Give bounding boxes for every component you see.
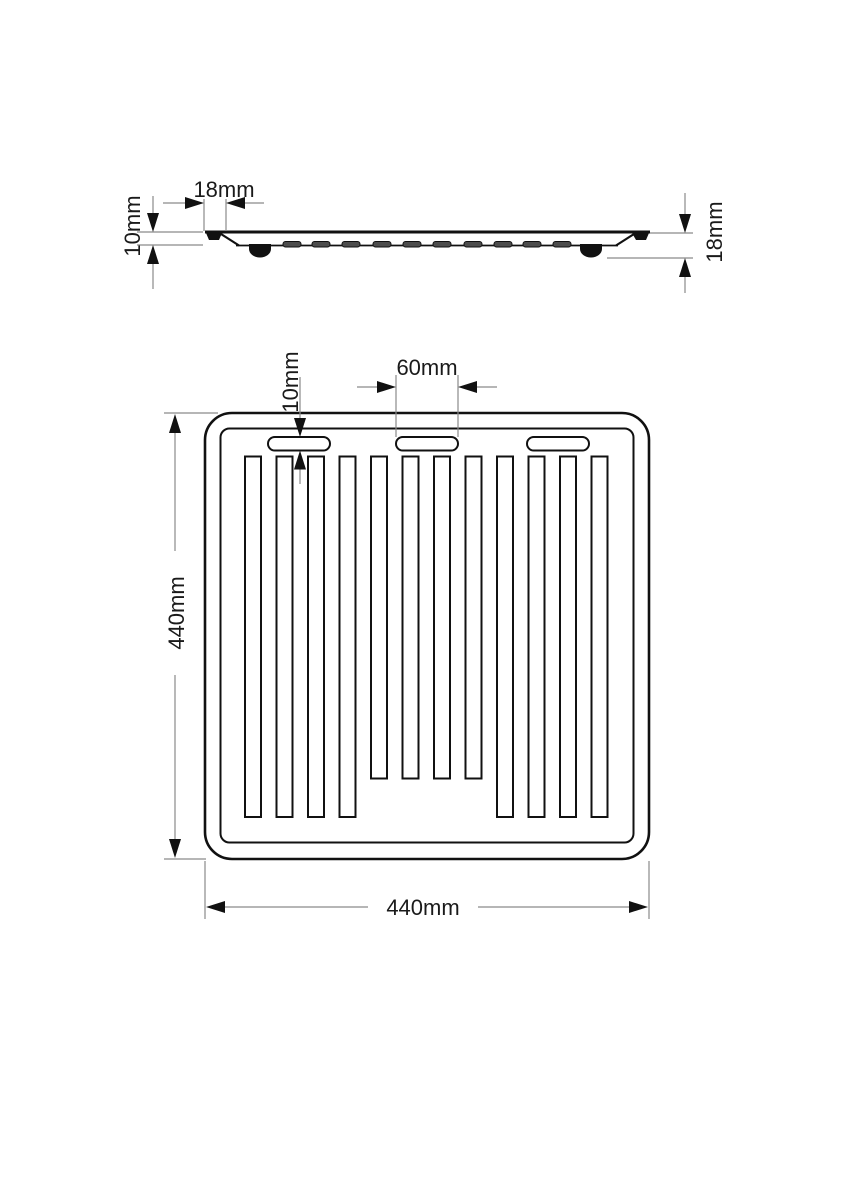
grill-slot — [466, 457, 482, 779]
arrowhead-up-icon — [679, 258, 691, 277]
overall-height-label: 440mm — [164, 576, 189, 650]
grill-slot — [403, 457, 419, 779]
handle-slot-height-label: 10mm — [278, 351, 303, 413]
grill-slot — [592, 457, 608, 818]
right-foot — [580, 244, 602, 258]
plan-view — [164, 351, 649, 920]
slot-edge-dash — [312, 242, 330, 248]
dim-overall-width-plan — [205, 861, 649, 920]
handle-slot-middle — [396, 437, 458, 451]
grill-slot — [560, 457, 576, 818]
arrowhead-down-icon — [169, 839, 181, 858]
arrowhead-up-icon — [169, 414, 181, 433]
grill-slot — [340, 457, 356, 818]
dim-handle-slot-width — [357, 355, 497, 437]
arrowhead-left-icon — [458, 381, 477, 393]
left-flange — [206, 233, 222, 240]
arrowhead-down-icon — [679, 214, 691, 233]
dim-flange-width — [163, 177, 264, 231]
left-slope-edge — [221, 234, 239, 246]
slot-edge-dash — [433, 242, 451, 248]
slot-edge-dash — [283, 242, 301, 248]
arrowhead-right-icon — [629, 901, 648, 913]
grill-slot — [497, 457, 513, 818]
grill-slot — [308, 457, 324, 818]
grill-slot — [529, 457, 545, 818]
arrowhead-right-icon — [377, 381, 396, 393]
grill-slot — [277, 457, 293, 818]
slot-edge-dash — [553, 242, 571, 248]
dim-thickness — [120, 195, 203, 289]
handle-slot-left — [268, 437, 330, 451]
side-view — [120, 177, 727, 293]
dim-overall-height-plan — [164, 413, 218, 859]
overall-width-label: 440mm — [386, 895, 460, 920]
flange-width-label: 18mm — [193, 177, 255, 202]
slot-edge-dash — [373, 242, 391, 248]
left-foot — [249, 244, 271, 258]
handle-slot-right — [527, 437, 589, 451]
slot-edge-dash — [523, 242, 541, 248]
slot-edge-dash — [494, 242, 512, 248]
handle-slot-width-label: 60mm — [396, 355, 458, 380]
grill-slot — [371, 457, 387, 779]
arrowhead-left-icon — [206, 901, 225, 913]
thickness-label: 10mm — [120, 195, 145, 257]
slot-edge-dash — [342, 242, 360, 248]
outer-frame — [205, 413, 649, 859]
inner-frame — [221, 429, 634, 843]
slot-edge-dash — [403, 242, 421, 248]
slot-edge-dash — [464, 242, 482, 248]
grill-slots — [245, 457, 608, 818]
grill-slot — [434, 457, 450, 779]
arrowhead-up-icon — [294, 451, 306, 470]
arrowhead-up-icon — [147, 245, 159, 264]
dim-overall-height-side — [607, 193, 727, 293]
side-height-label: 18mm — [702, 201, 727, 263]
grill-slot — [245, 457, 261, 818]
right-slope-edge — [616, 234, 634, 246]
right-flange — [632, 233, 649, 240]
arrowhead-down-icon — [147, 213, 159, 232]
tray-top-surface — [205, 231, 650, 234]
